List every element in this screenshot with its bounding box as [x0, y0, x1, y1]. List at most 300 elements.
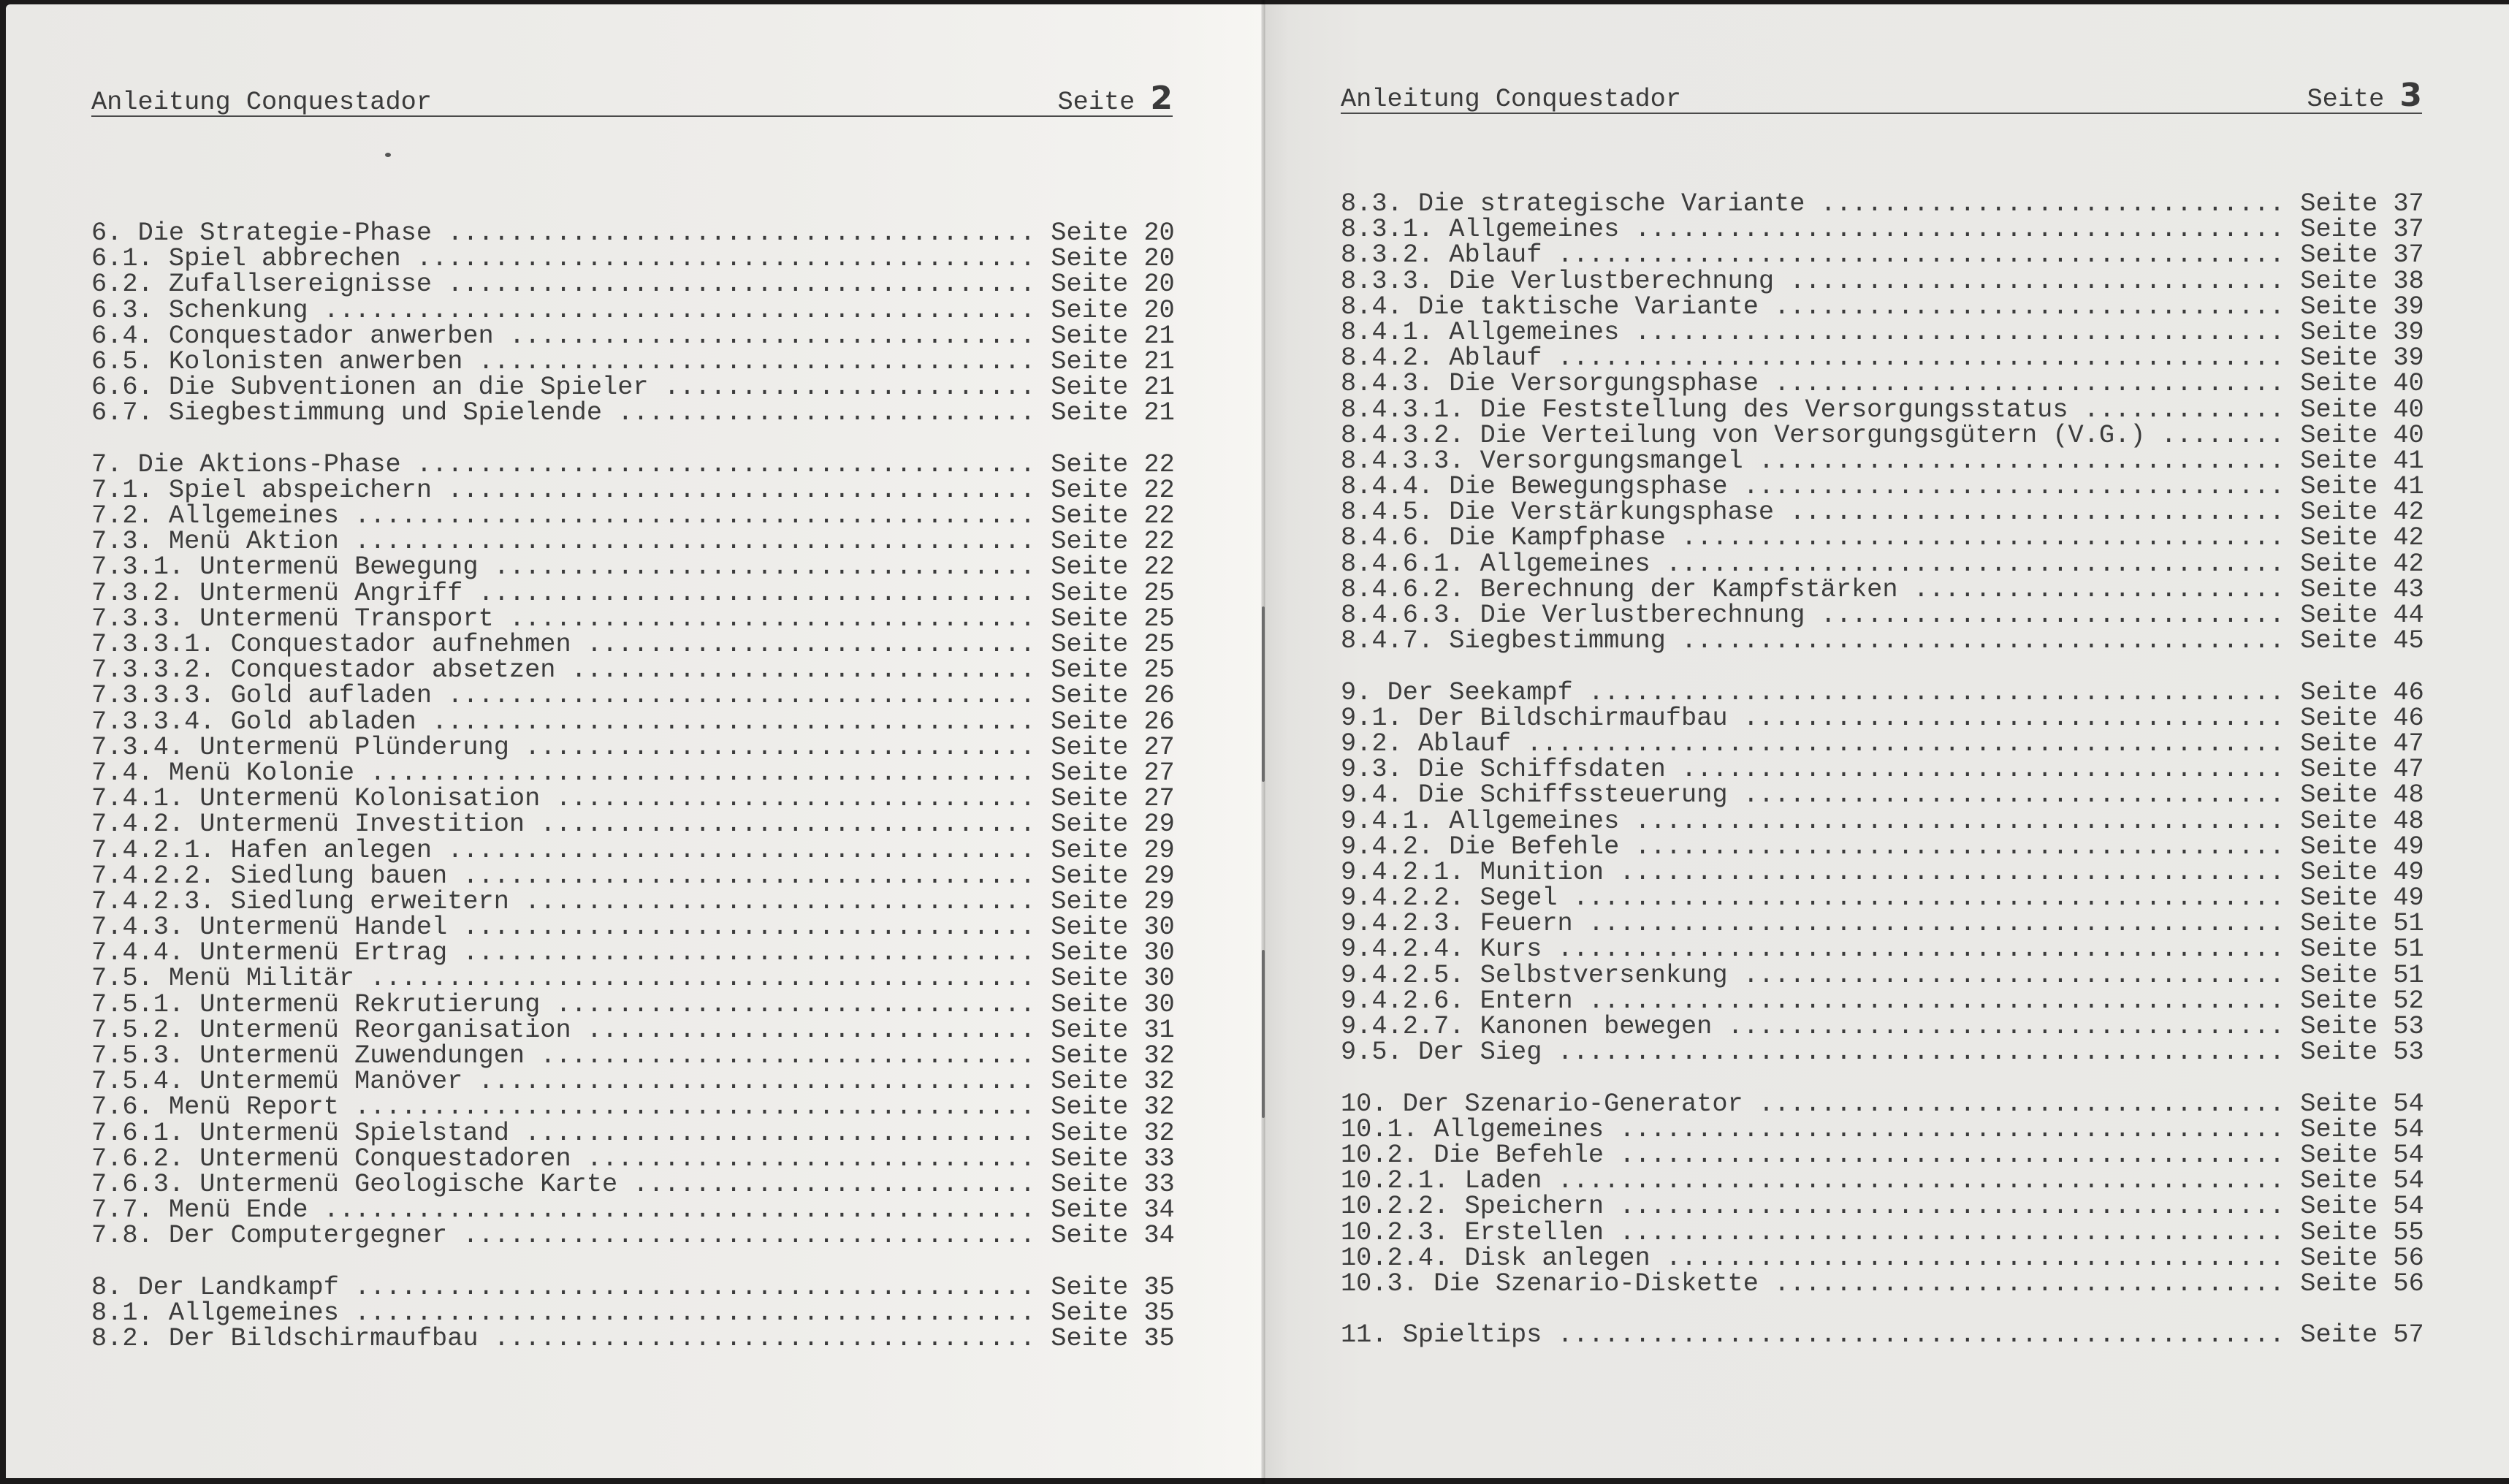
entry-page: Seite 32: [1051, 1092, 1175, 1122]
entry-number: 7.: [91, 449, 123, 479]
section-gap: [1341, 1297, 2426, 1323]
dot-leader: ........................................: [1650, 1243, 2301, 1273]
entry-title: Laden: [1464, 1166, 1542, 1196]
dot-leader: ...............................: [540, 784, 1051, 814]
entry-number: 6.5.: [91, 346, 153, 376]
entry-page: Seite 41: [2300, 446, 2424, 476]
page-number: 3: [2399, 77, 2422, 114]
entry-page: Seite 49: [2300, 832, 2424, 861]
entry-title: Menü Aktion: [168, 527, 339, 557]
dot-leader: ........................: [1897, 574, 2301, 604]
entry-page: Seite 47: [2300, 728, 2424, 758]
entry-title: Die Befehle: [1449, 832, 1620, 861]
dot-leader: ................................: [1774, 498, 2301, 528]
entry-page: Seite 27: [1051, 784, 1175, 814]
entry-number: 9.4.2.: [1341, 832, 1434, 861]
entry-number: 10.2.3.: [1341, 1217, 1450, 1247]
entry-page: Seite 20: [1051, 218, 1175, 248]
entry-number: 7.3.4.: [91, 732, 185, 762]
page-header: [91, 80, 1173, 117]
dot-leader: ..................................: [1743, 446, 2301, 476]
entry-title: Untermenü Angriff: [199, 578, 463, 608]
entry-title: Siegbestimmung: [1449, 626, 1666, 656]
entry-page: Seite 46: [2300, 703, 2424, 733]
entry-title: Untermenü Bewegung: [199, 552, 479, 582]
entry-page: Seite 40: [2300, 395, 2424, 425]
toc-entry: [1341, 191, 2426, 217]
toc-entry: [1341, 446, 2426, 476]
entry-title: Untermenü Geologische Karte: [199, 1169, 618, 1199]
dot-leader: .............................................: [1572, 986, 2301, 1016]
entry-title: Allgemeines: [1449, 317, 1620, 347]
entry-title: Menü Kolonie: [168, 758, 355, 788]
dot-leader: .....................................: [447, 913, 1051, 943]
dot-leader: .......................................: [416, 707, 1051, 737]
toc-entry: [1341, 1268, 2426, 1298]
entry-number: 10.2.: [1341, 1140, 1418, 1170]
entry-title: Hafen anlegen: [230, 835, 433, 865]
entry-page: Seite 40: [2300, 420, 2424, 450]
entry-number: 7.6.2.: [91, 1144, 185, 1173]
entry-title: Ablauf: [1449, 343, 1542, 373]
dot-leader: .......................................: [1665, 626, 2301, 656]
entry-page: Seite 29: [1051, 886, 1175, 916]
dot-leader: ..........................................: [1619, 215, 2301, 245]
entry-page: Seite 22: [1051, 501, 1175, 531]
entry-number: 9.4.2.2.: [1341, 883, 1465, 913]
dot-leader: ...........................................: [1604, 1192, 2301, 1222]
entry-number: 10.2.4.: [1341, 1243, 1450, 1273]
toc-entry: [1341, 240, 2426, 270]
toc-entry: [1341, 911, 2426, 937]
toc-entry: [1341, 343, 2426, 373]
entry-title: Kolonisten anwerben: [168, 346, 463, 376]
entry-page: Seite 55: [2300, 1217, 2424, 1247]
dot-leader: ...............................................: [1542, 240, 2301, 270]
entry-page: Seite 33: [1051, 1144, 1175, 1173]
entry-page: Seite 42: [2300, 549, 2424, 579]
toc-entry: [1341, 780, 2426, 810]
dot-leader: ..................................: [493, 321, 1051, 351]
entry-number: 7.3.2.: [91, 578, 185, 608]
dot-leader: ................................: [1774, 266, 2301, 296]
entry-title: Spieltips: [1402, 1320, 1542, 1350]
entry-number: 7.3.3.3.: [91, 681, 216, 711]
entry-page: Seite 21: [1051, 398, 1175, 428]
entry-page: Seite 22: [1051, 449, 1175, 479]
dot-leader: .................................: [1758, 1268, 2301, 1298]
entry-number: 9.4.1.: [1341, 806, 1434, 836]
entry-page: Seite 26: [1051, 681, 1175, 711]
entry-number: 8.3.3.: [1341, 266, 1434, 296]
entry-title: Speichern: [1464, 1192, 1604, 1222]
entry-number: 7.4.2.2.: [91, 861, 216, 891]
entry-page: Seite 26: [1051, 707, 1175, 737]
dot-leader: ....................................: [462, 578, 1051, 608]
entry-title: Der Bildschirmaufbau: [1417, 703, 1728, 733]
entry-number: 7.6.: [91, 1092, 153, 1122]
entry-number: 9.: [1341, 677, 1372, 707]
toc-entry: [91, 373, 1176, 403]
entry-page: Seite 37: [2300, 240, 2424, 270]
toc-entry: [1341, 1038, 2426, 1068]
dot-leader: ...........................................: [354, 758, 1051, 788]
dot-leader: .................................: [509, 886, 1051, 916]
entry-number: 7.4.: [91, 758, 153, 788]
dot-leader: .............: [2068, 395, 2301, 425]
entry-title: Untermenü Conquestadoren: [199, 1144, 571, 1173]
dot-leader: .............................................: [1572, 677, 2301, 707]
entry-title: Der Bildschirmaufbau: [168, 1324, 479, 1354]
entry-page: Seite 51: [2300, 935, 2424, 964]
entry-number: 7.5.2.: [91, 1015, 185, 1045]
entry-page: Seite 35: [1051, 1324, 1175, 1354]
table-of-contents: [91, 218, 1176, 1354]
entry-title: Der Landkampf: [137, 1272, 339, 1302]
dot-leader: .............................: [571, 630, 1051, 659]
entry-page: Seite 44: [2300, 601, 2424, 630]
entry-title: Zufallsereignisse: [168, 270, 433, 300]
toc-entry: [91, 861, 1176, 891]
entry-number: 10.2.1.: [1341, 1166, 1450, 1196]
entry-page: Seite 20: [1051, 244, 1175, 274]
entry-page: Seite 25: [1051, 578, 1175, 608]
entry-page: Seite 48: [2300, 806, 2424, 836]
entry-page: Seite 27: [1051, 758, 1175, 788]
entry-number: 7.4.2.3.: [91, 886, 216, 916]
dot-leader: ...................................: [1727, 960, 2301, 990]
entry-title: Siedlung erweitern: [230, 886, 509, 916]
entry-title: Gold abladen: [230, 707, 416, 737]
toc-entry: [1341, 857, 2426, 887]
toc-entry: [1341, 1014, 2426, 1040]
staple: [1262, 950, 1265, 1118]
toc-entry: [91, 1146, 1176, 1172]
entry-number: 8.4.6.2.: [1341, 574, 1465, 604]
toc-entry: [91, 1118, 1176, 1148]
toc-entry: [91, 810, 1176, 840]
toc-entry: [91, 835, 1176, 865]
entry-page: Seite 27: [1051, 732, 1175, 762]
entry-page: Seite 49: [2300, 883, 2424, 913]
entry-title: Die Subventionen an die Spieler: [168, 373, 649, 403]
entry-page: Seite 25: [1051, 655, 1175, 685]
entry-page: Seite 20: [1051, 295, 1175, 325]
entry-title: Gold aufladen: [230, 681, 433, 711]
dot-leader: ..........................................: [1619, 806, 2301, 836]
entry-page: Seite 39: [2300, 292, 2424, 321]
entry-page: Seite 52: [2300, 986, 2424, 1016]
dot-leader: ...................................: [1727, 780, 2301, 810]
dot-leader: ........................................: [400, 244, 1051, 274]
entry-title: Die Feststellung des Versorgungsstatus: [1480, 395, 2068, 425]
toc-entry: [1341, 883, 2426, 913]
toc-entry: [1341, 294, 2426, 320]
entry-title: Berechnung der Kampfstärken: [1480, 574, 1898, 604]
toc-entry: [91, 966, 1176, 992]
entry-number: 7.4.1.: [91, 784, 185, 814]
page-number: 2: [1150, 80, 1173, 117]
entry-number: 8.4.1.: [1341, 317, 1434, 347]
entry-page: Seite 37: [2300, 189, 2424, 218]
entry-page: Seite 49: [2300, 857, 2424, 887]
entry-page: Seite 31: [1051, 1015, 1175, 1045]
entry-page: Seite 32: [1051, 1041, 1175, 1070]
toc-entry: [91, 758, 1176, 788]
entry-number: 9.1.: [1341, 703, 1403, 733]
entry-page: Seite 22: [1051, 527, 1175, 557]
entry-number: 8.: [91, 1272, 123, 1302]
dot-leader: ..........................................: [1619, 832, 2301, 861]
toc-entry: [91, 529, 1176, 555]
entry-title: Menü Ende: [168, 1195, 308, 1225]
toc-entry: [91, 218, 1176, 248]
entry-number: 7.5.3.: [91, 1041, 185, 1070]
entry-number: 9.4.2.1.: [1341, 857, 1465, 887]
toc-entry: [91, 1043, 1176, 1069]
entry-title: Selbstversenkung: [1480, 960, 1728, 990]
header-page-number: [1057, 80, 1173, 117]
entry-title: Die Aktions-Phase: [137, 449, 401, 479]
entry-number: 6.: [91, 218, 123, 248]
dot-leader: .............................................: [1572, 909, 2301, 939]
dot-leader: ...................................: [478, 1324, 1051, 1354]
dot-leader: ................................: [525, 1041, 1051, 1070]
dot-leader: ..................................: [493, 604, 1051, 633]
toc-entry: [91, 503, 1176, 529]
entry-title: Menü Militär: [168, 964, 355, 994]
entry-title: Allgemeines: [1449, 215, 1620, 245]
entry-page: Seite 54: [2300, 1166, 2424, 1196]
dot-leader: ...............................................: [1542, 935, 2301, 964]
section-gap: [91, 1249, 1176, 1275]
toc-entry: [1341, 1243, 2426, 1273]
header-title: Anleitung Conquestador: [91, 88, 432, 117]
entry-number: 6.3.: [91, 295, 153, 325]
toc-entry: [91, 1326, 1176, 1352]
dot-leader: ............................................: [338, 527, 1051, 557]
entry-number: 8.3.2.: [1341, 240, 1434, 270]
toc-entry: [1341, 549, 2426, 579]
entry-number: 9.4.2.4.: [1341, 935, 1465, 964]
toc-entry: [91, 295, 1176, 325]
entry-title: Die Versorgungsphase: [1449, 369, 1759, 399]
entry-page: Seite 46: [2300, 677, 2424, 707]
dot-leader: ............................................: [338, 1092, 1051, 1122]
entry-page: Seite 21: [1051, 373, 1175, 403]
entry-number: 6.2.: [91, 270, 153, 300]
toc-entry: [1341, 1320, 2426, 1350]
entry-number: 8.2.: [91, 1324, 153, 1354]
dot-leader: ........................: [648, 373, 1051, 403]
entry-number: 9.4.2.7.: [1341, 1012, 1465, 1041]
entry-title: Spiel abspeichern: [168, 475, 433, 505]
print-speck: [385, 153, 391, 157]
dot-leader: ....................................: [462, 346, 1051, 376]
entry-number: 8.4.2.: [1341, 343, 1434, 373]
entry-page: Seite 32: [1051, 1118, 1175, 1148]
dot-leader: .......................................: [1665, 523, 2301, 553]
entry-page: Seite 54: [2300, 1192, 2424, 1222]
toc-entry: [1341, 217, 2426, 243]
entry-title: Untermenü Spielstand: [199, 1118, 509, 1148]
entry-title: Der Sieg: [1417, 1038, 1542, 1068]
entry-number: 6.6.: [91, 373, 153, 403]
entry-title: Feuern: [1480, 909, 1573, 939]
entry-number: 11.: [1341, 1320, 1387, 1350]
dot-leader: .................................................: [1511, 728, 2301, 758]
entry-title: Conquestador anwerben: [168, 321, 494, 351]
dot-leader: ......................................: [432, 218, 1051, 248]
toc-entry: [91, 552, 1176, 582]
entry-number: 8.4.6.1.: [1341, 549, 1465, 579]
toc-entry: [1341, 728, 2426, 758]
dot-leader: ...........................................: [354, 964, 1051, 994]
dot-leader: ...........................................: [1604, 857, 2301, 887]
entry-title: Ablauf: [1449, 240, 1542, 270]
entry-page: Seite 33: [1051, 1169, 1175, 1199]
dot-leader: .................................: [1758, 292, 2301, 321]
entry-title: Disk anlegen: [1464, 1243, 1651, 1273]
header-page-label: Seite: [1057, 88, 1135, 117]
entry-number: 9.4.2.5.: [1341, 960, 1465, 990]
entry-page: Seite 30: [1051, 964, 1175, 994]
dot-leader: ..........................: [617, 1169, 1051, 1199]
entry-page: Seite 51: [2300, 960, 2424, 990]
entry-page: Seite 29: [1051, 861, 1175, 891]
toc-entry: [91, 578, 1176, 608]
dot-leader: ................................: [525, 810, 1051, 840]
entry-title: Untermenü Investition: [199, 810, 525, 840]
entry-page: Seite 30: [1051, 938, 1175, 968]
entry-page: Seite 30: [1051, 989, 1175, 1019]
entry-page: Seite 48: [2300, 780, 2424, 810]
toc-entry: [1341, 960, 2426, 990]
entry-page: Seite 20: [1051, 270, 1175, 300]
entry-title: Schenkung: [168, 295, 308, 325]
entry-number: 10.1.: [1341, 1114, 1418, 1144]
entry-page: Seite 56: [2300, 1268, 2424, 1298]
toc-entry: [1341, 420, 2426, 450]
toc-entry: [91, 246, 1176, 272]
entry-title: Untermemü Manöver: [199, 1067, 463, 1097]
entry-number: 8.4.3.3.: [1341, 446, 1465, 476]
toc-entry: [1341, 1089, 2426, 1119]
dot-leader: ...........................: [602, 398, 1051, 428]
dot-leader: ..............................................: [308, 1195, 1051, 1225]
entry-page: Seite 54: [2300, 1140, 2424, 1170]
toc-entry: [91, 683, 1176, 709]
dot-leader: ......................................: [432, 681, 1051, 711]
dot-leader: ...........................................: [1604, 1217, 2301, 1247]
entry-number: 9.4.2.6.: [1341, 986, 1465, 1016]
entry-number: 7.2.: [91, 501, 153, 531]
entry-number: 9.3.: [1341, 755, 1403, 785]
entry-number: 6.1.: [91, 244, 153, 274]
dot-leader: ...................................: [478, 552, 1051, 582]
toc-entry: [1341, 603, 2426, 628]
entry-page: Seite 54: [2300, 1089, 2424, 1119]
toc-entry: [1341, 498, 2426, 528]
entry-title: Kurs: [1480, 935, 1542, 964]
entry-page: Seite 43: [2300, 574, 2424, 604]
entry-page: Seite 35: [1051, 1272, 1175, 1302]
entry-number: 7.7.: [91, 1195, 153, 1225]
dot-leader: ....................................: [1712, 1012, 2301, 1041]
toc-entry: [91, 1298, 1176, 1328]
entry-number: 8.4.4.: [1341, 472, 1434, 502]
entry-number: 7.3.: [91, 527, 153, 557]
entry-title: Untermenü Ertrag: [199, 938, 448, 968]
dot-leader: .......................................: [1665, 755, 2301, 785]
entry-title: Siegbestimmung und Spielende: [168, 398, 603, 428]
toc-entry: [91, 606, 1176, 632]
toc-entry: [1341, 397, 2426, 423]
entry-page: Seite 22: [1051, 475, 1175, 505]
dot-leader: ............................................: [338, 501, 1051, 531]
toc-entry: [1341, 834, 2426, 860]
dot-leader: ........: [2145, 420, 2301, 450]
dot-leader: ......................................: [432, 270, 1051, 300]
entry-page: Seite 37: [2300, 215, 2424, 245]
entry-number: 8.4.5.: [1341, 498, 1434, 528]
dot-leader: ............................................: [338, 1298, 1051, 1328]
entry-title: Untermenü Handel: [199, 913, 448, 943]
entry-title: Untermenü Reorganisation: [199, 1015, 571, 1045]
entry-number: 7.4.3.: [91, 913, 185, 943]
entry-title: Die Schiffsdaten: [1417, 755, 1666, 785]
toc-entry: [91, 400, 1176, 426]
dot-leader: ..............................: [1805, 601, 2301, 630]
toc-entry: [1341, 1192, 2426, 1222]
dot-leader: .............................: [571, 1144, 1051, 1173]
toc-entry: [91, 632, 1176, 658]
entry-page: Seite 42: [2300, 498, 2424, 528]
entry-number: 10.3.: [1341, 1268, 1418, 1298]
entry-page: Seite 38: [2300, 266, 2424, 296]
entry-title: Der Seekampf: [1387, 677, 1573, 707]
entry-number: 7.4.4.: [91, 938, 185, 968]
toc-entry: [91, 1272, 1176, 1302]
entry-title: Die Kampfphase: [1449, 523, 1666, 553]
entry-number: 8.3.: [1341, 189, 1403, 218]
entry-title: Siedlung bauen: [230, 861, 448, 891]
entry-number: 9.4.2.3.: [1341, 909, 1465, 939]
entry-page: Seite 51: [2300, 909, 2424, 939]
entry-number: 7.3.3.1.: [91, 630, 216, 659]
entry-page: Seite 32: [1051, 1067, 1175, 1097]
entry-title: Die Verstärkungsphase: [1449, 498, 1775, 528]
entry-number: 8.4.6.: [1341, 523, 1434, 553]
entry-title: Untermenü Kolonisation: [199, 784, 541, 814]
entry-number: 7.4.2.1.: [91, 835, 216, 865]
staple: [1262, 606, 1265, 782]
entry-title: Menü Report: [168, 1092, 339, 1122]
dot-leader: ...............................................: [1542, 1038, 2301, 1068]
toc-entry: [91, 1015, 1176, 1045]
entry-number: 10.: [1341, 1089, 1387, 1119]
entry-title: Allgemeines: [1449, 806, 1620, 836]
entry-page: Seite 29: [1051, 835, 1175, 865]
entry-title: Die Verlustberechnung: [1449, 266, 1775, 296]
header-title: Anleitung Conquestador: [1341, 85, 1681, 114]
dot-leader: .................................: [509, 732, 1051, 762]
entry-number: 8.4.7.: [1341, 626, 1434, 656]
toc-entry: [91, 709, 1176, 735]
entry-title: Die Befehle: [1434, 1140, 1604, 1170]
dot-leader: .....................................: [447, 938, 1051, 968]
entry-title: Die Strategie-Phase: [137, 218, 433, 248]
